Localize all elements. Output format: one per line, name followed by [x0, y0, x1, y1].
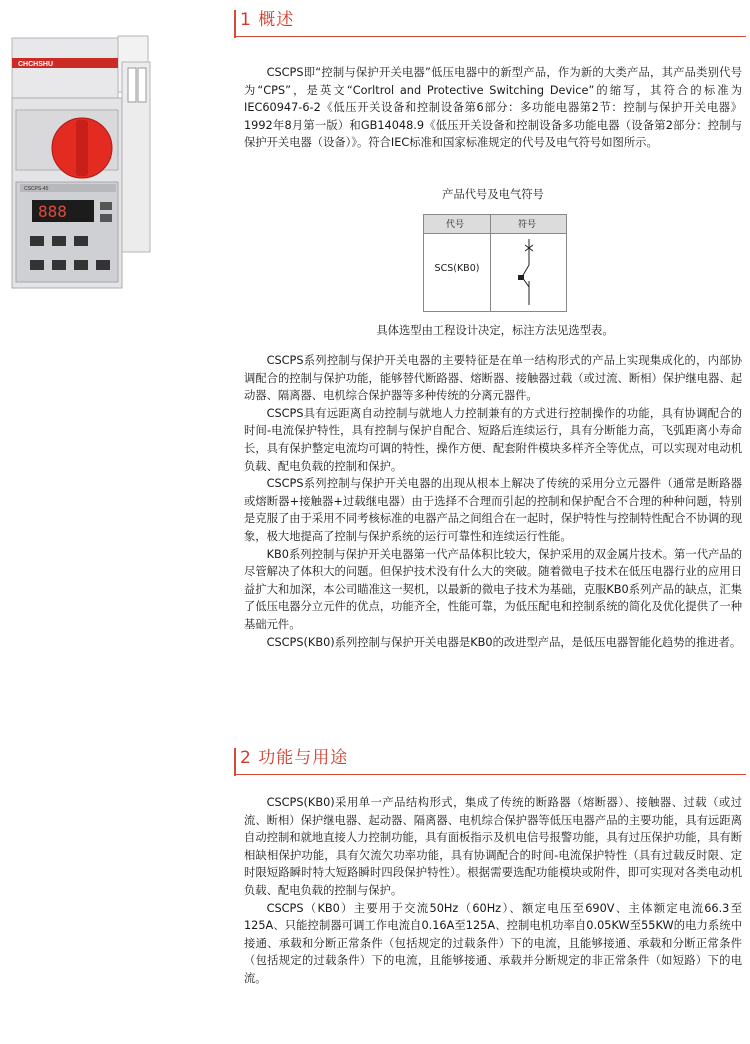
table-header-code: 代号: [446, 220, 465, 230]
paragraph: CSCPS系列控制与保护开关电器的出现从根本上解决了传统的采用分立元器件（通常是断路器或熔断器+接触器+过载继电器）由于选择不合理而引起的控制和保护配合不合理的种种问题，特别是克服了由于采用不同考核标准的电器产品之间组合在一起时，保护特性与控制特性配合不协调的现象，极大地提高了控制与保护系统的运行可靠性和连续运行性能。: [244, 477, 742, 543]
table-note: 具体选型由工程设计决定，标注方法见选型表。: [376, 324, 614, 337]
electrical-symbol-icon: [496, 235, 562, 309]
intro-paragraph: CSCPS即“控制与保护开关电器”低压电器中的新型产品，作为新的大类产品，其产品类别代号为“CPS”，是英文“Corltrol and Protective Switching Device”的缩写，其符合的标准为IEC60947-6-2《低压开关设备和控制设备第6部分：多功能电器第2节：控制与保护开关电器》1992年8月第一版）和GB14048.9《低压开关设备和控制设备多功能电器（设备第2部分：控制与保护开关电器（设备）》。符合IEC标准和国家标准规定的代号及电气符号如图所示。: [244, 66, 742, 150]
paragraph: CSCPS（KB0）主要用于交流50Hz（60Hz）、额定电压至690V、主体额定电流66.3至125A、只能控制器可调工作电流自0.16A至125A、控制电机功率自0.05KW至55KW的电力系统中接通、承载和分断正常条件（包括规定的过载条件）下的电流，且能够接通、承载和分断正常条件（包括规定的过载条件）下的电流，且能够接通、承载并分断规定的非正常条件（如短路）下的电流。: [244, 901, 742, 985]
brand-label: CHCHSHU: [18, 61, 53, 68]
table-caption: 产品代号及电气符号: [442, 188, 544, 201]
paragraph: CSCPS系列控制与保护开关电器的主要特征是在单一结构形式的产品上实现集成化的，内部协调配合的控制与保护功能，能够替代断路器、熔断器、接触器过载（或过流、断相）保护继电器、起动器、隔离器、电机综合保护器等多种传统的分离元器件。: [244, 354, 742, 403]
svg-text:CSCPS-45: CSCPS-45: [24, 186, 49, 192]
paragraph: CSCPS具有远距离自动控制与就地人力控制兼有的方式进行控制操作的功能，具有协调配合的时间-电流保护特性，具有控制与保护自配合、短路后连续运行，具有分断能力高，飞弧距离小寿命长，具有保护整定电流均可调的特性，操作方便、配套附件模块多样齐全等优点，可以实现对电动机负载、配电负载的控制和保护。: [244, 406, 742, 473]
section-header-overview: [234, 8, 746, 38]
overview-body: [244, 352, 742, 651]
symbol-table: [423, 214, 567, 312]
product-photo: [8, 32, 170, 292]
table-cell-code: SCS(KB0): [434, 263, 480, 274]
functions-body: [244, 794, 742, 988]
table-header-symbol: 符号: [518, 220, 537, 230]
paragraph: KB0系列控制与保护开关电器第一代产品体积比较大，保护采用的双金属片技术。第一代产品的尽管解决了体积大的问题。但保护技术没有什么大的突破。随着微电子技术在低压电器行业的应用日益扩大和加深，本公司瞄准这一契机，以最新的微电子技术为基础，克服KB0系列产品的缺点，汇集了低压电器分立元件的优点，功能齐全，性能可靠，为低压配电和控制系统的简化及优化提供了一种基础元件。: [244, 547, 742, 631]
overview-intro: [244, 64, 742, 152]
paragraph: CSCPS(KB0)采用单一产品结构形式，集成了传统的断路器（熔断器）、接触器、过载（或过流、断相）保护继电器、起动器、隔离器、电机综合保护器等低压电器产品的主要功能，具有远距离自动控制和就地直接人力控制功能，具有面板指示及机电信号报警功能，具有过压保护功能，具有断相缺相保护功能，具有欠流欠功率功能，具有协调配合的时间-电流保护特性（具有过载反时限、定时限短路瞬时特大短路瞬时四段保护特性）。根据需要选配功能模块或附件，即可实现对各类电动机负载、配电负载的控制与保护。: [244, 796, 742, 897]
section-title: 1 概述: [240, 10, 295, 30]
paragraph: CSCPS(KB0)系列控制与保护开关电器是KB0的改进型产品，是低压电器智能化趋势的推进者。: [266, 635, 742, 649]
digital-display: 888: [38, 202, 67, 221]
section-title: 2 功能与用途: [240, 748, 349, 768]
section-header-functions: [234, 746, 746, 776]
